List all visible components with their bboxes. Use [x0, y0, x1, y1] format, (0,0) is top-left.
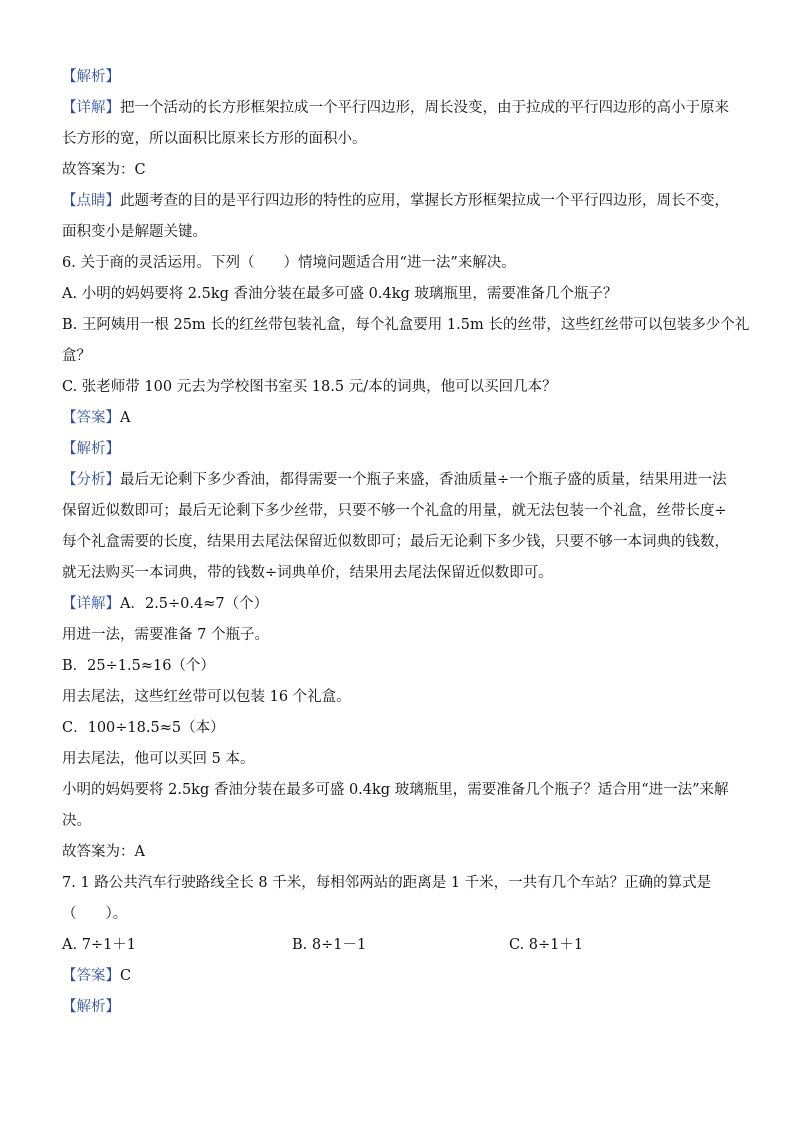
line-text: 长方形的宽，所以面积比原来长方形的面积小。 — [62, 131, 367, 147]
text-line — [62, 744, 734, 775]
line-text: 每个礼盒需要的长度，结果用去尾法保留近似数即可；最后无论剩下多少钱，只要不够一本词典的钱数， — [62, 534, 729, 550]
option-b: B. 8÷1－1 — [292, 937, 367, 953]
line-text: A．2.5÷0.4≈7（个） — [120, 596, 269, 612]
section-tag: 【点睛】 — [62, 193, 120, 209]
text-line — [62, 310, 750, 341]
line-text: B. 王阿姨用一根 25m 长的红丝带包装礼盒，每个礼盒要用 1.5m 长的丝带，这些红丝带可以包装多少个礼 — [62, 317, 750, 333]
line-text: 故答案为：C — [62, 162, 146, 178]
line-text: B．25÷1.5≈16（个） — [62, 658, 215, 674]
section-tag: 【详解】 — [62, 596, 120, 612]
section-tag: 【解析】 — [62, 999, 120, 1015]
text-line — [62, 124, 734, 155]
text-line — [62, 465, 734, 496]
question-7-options — [62, 930, 734, 961]
document-page — [62, 62, 750, 1023]
line-text: 盒？ — [62, 348, 91, 364]
document-body — [62, 62, 750, 930]
line-text: 最后无论剩下多少香油，都得需要一个瓶子来盛，香油质量÷一个瓶子盛的质量，结果用进一法 — [120, 472, 727, 488]
line-text: 7. 1 路公共汽车行驶路线全长 8 千米，每相邻两站的距离是 1 千米，一共有几个车站？正确的算式是 — [62, 875, 712, 891]
line-text: 面积变小是解题关键。 — [62, 224, 207, 240]
section-tag: 【解析】 — [62, 69, 120, 85]
text-line — [62, 217, 734, 248]
section-tag: 【解析】 — [62, 441, 120, 457]
line-text: 6. 关于商的灵活运用。下列（ ）情境问题适合用“进一法”来解决。 — [62, 255, 516, 271]
section-tag: 【答案】 — [62, 410, 120, 426]
text-line — [62, 372, 734, 403]
line-text: 把一个活动的长方形框架拉成一个平行四边形，周长没变，由于拉成的平行四边形的高小于原来 — [120, 100, 729, 116]
text-line — [62, 837, 734, 868]
text-line — [62, 713, 734, 744]
text-line — [62, 186, 734, 217]
line-text: C. 张老师带 100 元去为学校图书室买 18.5 元/本的词典，他可以买回几本？ — [62, 379, 557, 395]
text-line — [62, 899, 734, 930]
line-text: A. 小明的妈妈要将 2.5kg 香油分装在最多可盛 0.4kg 玻璃瓶里，需要准备几个瓶子？ — [62, 286, 618, 302]
line-text: 用去尾法，这些红丝带可以包装 16 个礼盒。 — [62, 689, 351, 705]
text-line — [62, 248, 734, 279]
text-line — [62, 775, 734, 806]
section-tag: 【详解】 — [62, 100, 120, 116]
line-text: C — [120, 968, 132, 984]
line-text: （ ）。 — [62, 906, 128, 922]
line-text: C．100÷18.5≈5（本） — [62, 720, 225, 736]
text-line — [62, 682, 734, 713]
line-text: 就无法购买一本词典，带的钱数÷词典单价，结果用去尾法保留近似数即可。 — [62, 565, 553, 581]
option-a: A. 7÷1＋1 — [62, 937, 137, 953]
option-c: C. 8÷1＋1 — [509, 937, 584, 953]
line-text: 保留近似数即可；最后无论剩下多少丝带，只要不够一个礼盒的用量，就无法包装一个礼盒，丝带长度÷ — [62, 503, 727, 519]
text-line — [62, 651, 734, 682]
text-line — [62, 868, 734, 899]
line-text: A — [120, 410, 131, 426]
text-line — [62, 961, 734, 992]
text-line — [62, 806, 734, 837]
line-text: 决。 — [62, 813, 91, 829]
line-text: 此题考查的目的是平行四边形的特性的应用，掌握长方形框架拉成一个平行四边形，周长不变， — [120, 193, 729, 209]
text-line — [62, 341, 734, 372]
line-text: 用进一法，需要准备 7 个瓶子。 — [62, 627, 269, 643]
line-text: 故答案为：A — [62, 844, 145, 860]
text-line — [62, 620, 734, 651]
section-tag: 【分析】 — [62, 472, 120, 488]
text-line — [62, 93, 734, 124]
line-text: 小明的妈妈要将 2.5kg 香油分装在最多可盛 0.4kg 玻璃瓶里，需要准备几个瓶子？适合用“进一法”来解 — [62, 782, 729, 798]
text-line — [62, 434, 734, 465]
text-line — [62, 496, 734, 527]
document-tail — [62, 961, 734, 1023]
text-line — [62, 62, 734, 93]
section-tag: 【答案】 — [62, 968, 120, 984]
text-line — [62, 155, 734, 186]
text-line — [62, 527, 734, 558]
line-text: 用去尾法，他可以买回 5 本。 — [62, 751, 255, 767]
text-line — [62, 558, 734, 589]
text-line — [62, 279, 734, 310]
text-line — [62, 589, 734, 620]
text-line — [62, 992, 734, 1023]
text-line — [62, 403, 734, 434]
